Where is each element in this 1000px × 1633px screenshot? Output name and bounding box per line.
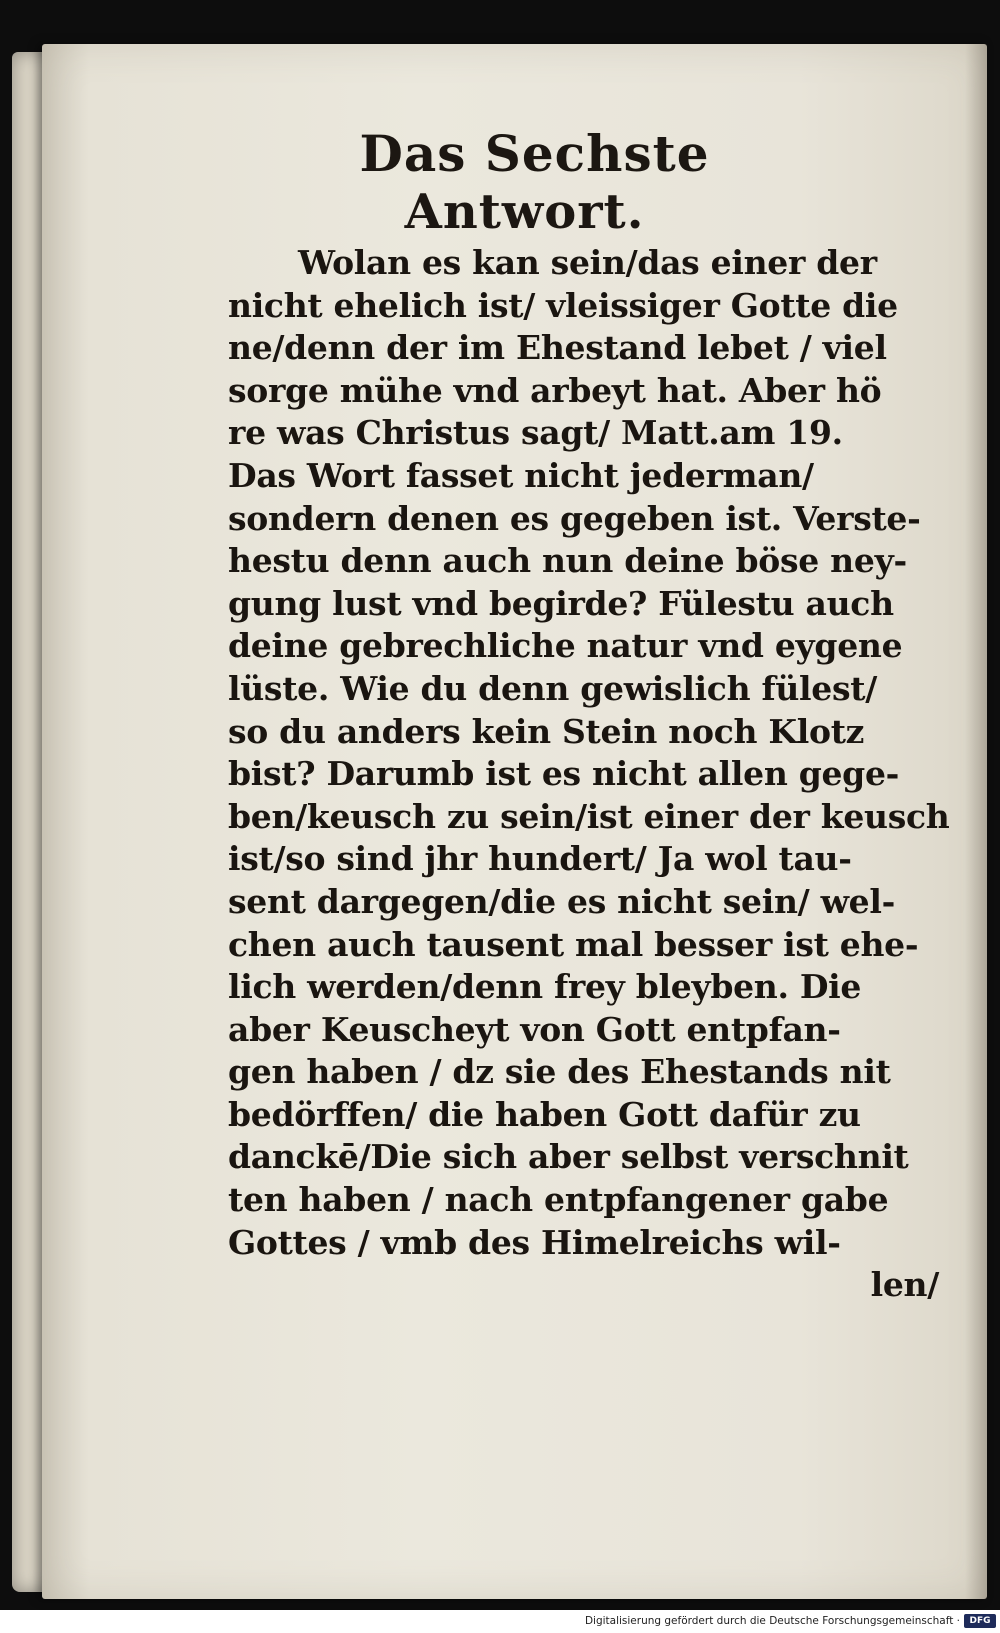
dfg-logo-icon xyxy=(964,1614,996,1628)
text-line: lüste. Wie du denn gewislich fülest/ xyxy=(228,668,877,708)
text-line: chen auch tausent mal besser ist ehe- xyxy=(228,924,919,964)
text-line: hestu denn auch nun deine böse ney- xyxy=(228,541,907,581)
page-body-text xyxy=(228,242,953,1307)
text-line: ne/denn der im Ehestand lebet / viel xyxy=(228,328,887,368)
text-line: ist/so sind jhr hundert/ Ja wol tau- xyxy=(228,839,852,879)
text-line: ben/keusch zu sein/ist einer der keusch xyxy=(228,796,950,836)
section-heading: Das Sechste xyxy=(359,124,710,183)
text-line: aber Keuscheyt von Gott entpfan- xyxy=(228,1009,841,1049)
text-line: sorge mühe vnd arbeyt hat. Aber hö xyxy=(228,370,882,410)
text-line: sondern denen es gegeben ist. Verste- xyxy=(228,498,921,538)
text-line: bedörffen/ die haben Gott dafür zu xyxy=(228,1094,861,1134)
text-line: re was Christus sagt/ Matt.am 19. xyxy=(228,413,843,453)
text-line: sent dargegen/die es nicht sein/ wel- xyxy=(228,881,896,921)
text-line: len/ xyxy=(870,1265,939,1305)
text-line: Das Wort fasset nicht jederman/ xyxy=(228,455,814,495)
footer-credit: Digitalisierung gefördert durch die Deutsche Forschungsgemeinschaft · xyxy=(584,1615,960,1627)
text-line: Gottes / vmb des Himelreichs wil- xyxy=(228,1222,841,1262)
book-page xyxy=(42,44,987,1599)
page-shadow xyxy=(965,44,987,1599)
section-subheading: Antwort. xyxy=(404,184,645,240)
text-line: gung lust vnd begirde? Fülestu auch xyxy=(228,583,894,623)
text-line: danckē/Die sich aber selbst verschnit xyxy=(228,1137,909,1177)
text-line: nicht ehelich ist/ vleissiger Gotte die xyxy=(228,285,898,325)
text-line: Wolan es kan sein/das einer der xyxy=(298,243,877,282)
digitization-footer xyxy=(0,1610,1000,1633)
text-line: gen haben / dz sie des Ehestands nit xyxy=(228,1052,891,1092)
text-line: so du anders kein Stein noch Klotz xyxy=(228,711,865,751)
text-line: bist? Darumb ist es nicht allen gege- xyxy=(228,754,900,794)
dfg-logo-text: DFG xyxy=(969,1616,991,1626)
text-line: ten haben / nach entpfangener gabe xyxy=(228,1180,889,1220)
text-line: lich werden/denn frey bleyben. Die xyxy=(228,967,862,1007)
text-line: deine gebrechliche natur vnd eygene xyxy=(228,626,903,666)
